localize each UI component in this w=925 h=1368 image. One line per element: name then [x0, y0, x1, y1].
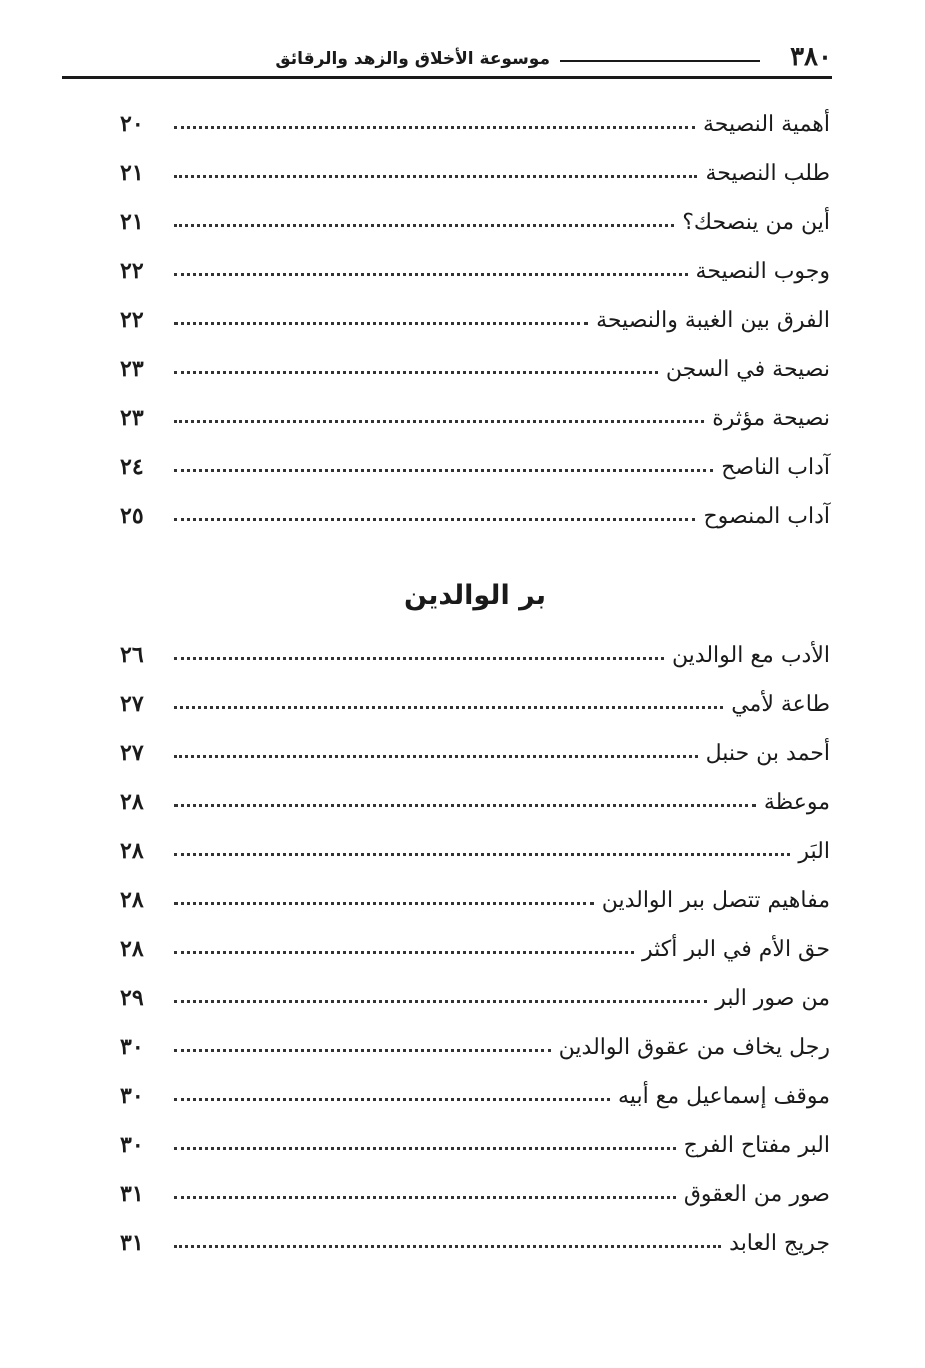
toc-entry-title: أهمية النصيحة	[702, 112, 830, 137]
dot-leader	[174, 224, 674, 227]
toc-entry[interactable]	[120, 296, 830, 345]
dot-leader	[174, 1000, 707, 1003]
toc-entry-title: آداب الناصح	[721, 455, 830, 480]
dot-leader	[174, 1245, 721, 1248]
toc-entry-page: ٢٨	[120, 789, 144, 815]
toc-entry-title: أحمد بن حنبل	[705, 741, 830, 766]
table-of-contents	[120, 100, 830, 1268]
running-head	[62, 40, 832, 80]
toc-entry[interactable]	[120, 974, 830, 1023]
toc-entry[interactable]	[120, 1219, 830, 1268]
toc-entry-title: آداب المنصوح	[703, 504, 830, 529]
toc-entry-page: ٢٩	[120, 985, 144, 1011]
toc-entry-page: ٢٥	[120, 503, 144, 529]
toc-entry[interactable]	[120, 925, 830, 974]
toc-entry-title: الفرق بين الغيبة والنصيحة	[596, 308, 830, 333]
dot-leader	[174, 853, 790, 856]
dot-leader	[174, 371, 658, 374]
toc-entry[interactable]	[120, 492, 830, 541]
toc-entry-page: ٢٢	[120, 258, 144, 284]
toc-entry-title: صور من العقوق	[683, 1182, 830, 1207]
toc-entry-page: ٢٣	[120, 405, 144, 431]
dot-leader	[174, 902, 594, 905]
toc-entry-page: ٢٨	[120, 887, 144, 913]
header-dash-line	[560, 60, 760, 62]
toc-entry-page: ٢٢	[120, 307, 144, 333]
toc-entry[interactable]	[120, 827, 830, 876]
toc-entry[interactable]	[120, 1170, 830, 1219]
toc-entry-page: ٢٦	[120, 642, 144, 668]
dot-leader	[174, 1098, 610, 1101]
toc-entry-page: ٣٠	[120, 1132, 144, 1158]
dot-leader	[174, 706, 723, 709]
toc-entry-page: ٢٤	[120, 454, 144, 480]
dot-leader	[174, 273, 688, 276]
section-heading: بر الوالدين	[403, 580, 547, 611]
toc-entry[interactable]	[120, 149, 830, 198]
dot-leader	[174, 126, 695, 129]
toc-entry-page: ٣٠	[120, 1083, 144, 1109]
dot-leader	[174, 804, 756, 807]
toc-entry-page: ٢٨	[120, 936, 144, 962]
dot-leader	[174, 1196, 676, 1199]
toc-entry-title: طلب النصيحة	[705, 161, 830, 186]
toc-entry-title: البر مفتاح الفرج	[683, 1133, 830, 1158]
toc-entry[interactable]	[120, 394, 830, 443]
dot-leader	[174, 322, 588, 325]
toc-entry[interactable]	[120, 247, 830, 296]
dot-leader	[174, 175, 697, 178]
toc-entry[interactable]	[120, 876, 830, 925]
toc-entry-title: موعظة	[763, 790, 830, 815]
toc-entry-page: ٢٣	[120, 356, 144, 382]
toc-entry[interactable]	[120, 680, 830, 729]
toc-entry[interactable]	[120, 1023, 830, 1072]
toc-entry-title: نصيحة في السجن	[665, 357, 830, 382]
header-rule	[62, 76, 832, 79]
dot-leader	[174, 1049, 551, 1052]
toc-entry-page: ٣١	[120, 1230, 144, 1256]
toc-entry[interactable]	[120, 778, 830, 827]
toc-entry-page: ٣١	[120, 1181, 144, 1207]
toc-entry-title: من صور البر	[715, 986, 830, 1011]
toc-entry-page: ٢٨	[120, 838, 144, 864]
book-title: موسوعة الأخلاق والزهد والرقائق	[275, 49, 550, 69]
toc-entry-title: الأدب مع الوالدين	[671, 643, 830, 668]
toc-entry-title: رجل يخاف من عقوق الوالدين	[558, 1035, 830, 1060]
toc-entry[interactable]	[120, 100, 830, 149]
dot-leader	[174, 1147, 676, 1150]
toc-entry-page: ٢١	[120, 209, 144, 235]
toc-entry-title: وجوب النصيحة	[695, 259, 830, 284]
toc-entry[interactable]	[120, 1072, 830, 1121]
toc-entry[interactable]	[120, 345, 830, 394]
toc-entry-page: ٢١	[120, 160, 144, 186]
dot-leader	[174, 755, 698, 758]
toc-entry-page: ٢٧	[120, 691, 144, 717]
toc-entry-title: البَر	[798, 839, 830, 864]
page-number: ٣٨٠	[790, 42, 832, 72]
toc-entry-page: ٣٠	[120, 1034, 144, 1060]
toc-entry-page: ٢٧	[120, 740, 144, 766]
dot-leader	[174, 657, 664, 660]
dot-leader	[174, 469, 713, 472]
dot-leader	[174, 518, 695, 521]
toc-entry[interactable]	[120, 1121, 830, 1170]
toc-entry-title: مفاهيم تتصل ببر الوالدين	[601, 888, 830, 913]
toc-entry-title: موقف إسماعيل مع أبيه	[618, 1084, 830, 1109]
toc-entry[interactable]	[120, 443, 830, 492]
dot-leader	[174, 420, 704, 423]
toc-entry[interactable]	[120, 729, 830, 778]
toc-entry[interactable]	[120, 198, 830, 247]
toc-entry-title: أين من ينصحك؟	[682, 210, 830, 235]
toc-entry-title: نصيحة مؤثرة	[712, 406, 830, 431]
toc-entry-title: جريج العابد	[729, 1231, 830, 1256]
dot-leader	[174, 951, 634, 954]
toc-entry-title: طاعة لأمي	[731, 692, 830, 717]
toc-entry-title: حق الأم في البر أكثر	[641, 937, 830, 962]
toc-entry-page: ٢٠	[120, 111, 144, 137]
